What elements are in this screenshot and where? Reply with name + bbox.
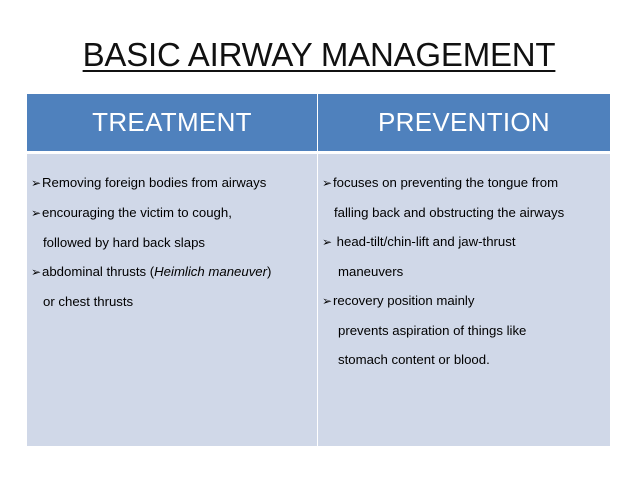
arrow-bullet-icon: ➢ [322,176,333,190]
list-item-continuation: or chest thrusts [43,294,134,309]
arrow-bullet-icon: ➢ [31,265,42,279]
list-item: ➢Removing foreign bodies from airways [31,168,317,198]
treatment-cell [27,154,318,446]
prevention-cell [318,154,610,446]
arrow-bullet-icon: ➢ [322,294,333,308]
slide-title: BASIC AIRWAY MANAGEMENT [82,36,556,73]
list-item-continuation: followed by hard back slaps [43,235,206,250]
list-item: ➢focuses on preventing the tongue from [322,168,610,198]
list-item: ➢abdominal thrusts (Heimlich maneuver) [31,257,317,287]
list-item-continuation: prevents aspiration of things like [338,323,527,338]
arrow-bullet-icon: ➢ [31,206,42,220]
airway-table [27,94,610,446]
list-item-continuation: stomach content or blood. [338,352,490,367]
list-item: ➢encouraging the victim to cough, [31,198,317,228]
header-treatment: TREATMENT [27,94,318,154]
list-item: ➢recovery position mainly [322,286,610,316]
list-item-continuation: maneuvers [338,264,404,279]
list-item: ➢ head-tilt/chin-lift and jaw-thrust [322,227,610,257]
list-item-continuation: falling back and obstructing the airways [334,205,565,220]
arrow-bullet-icon: ➢ [31,176,42,190]
arrow-bullet-icon: ➢ [322,235,333,249]
header-prevention: PREVENTION [318,94,610,154]
